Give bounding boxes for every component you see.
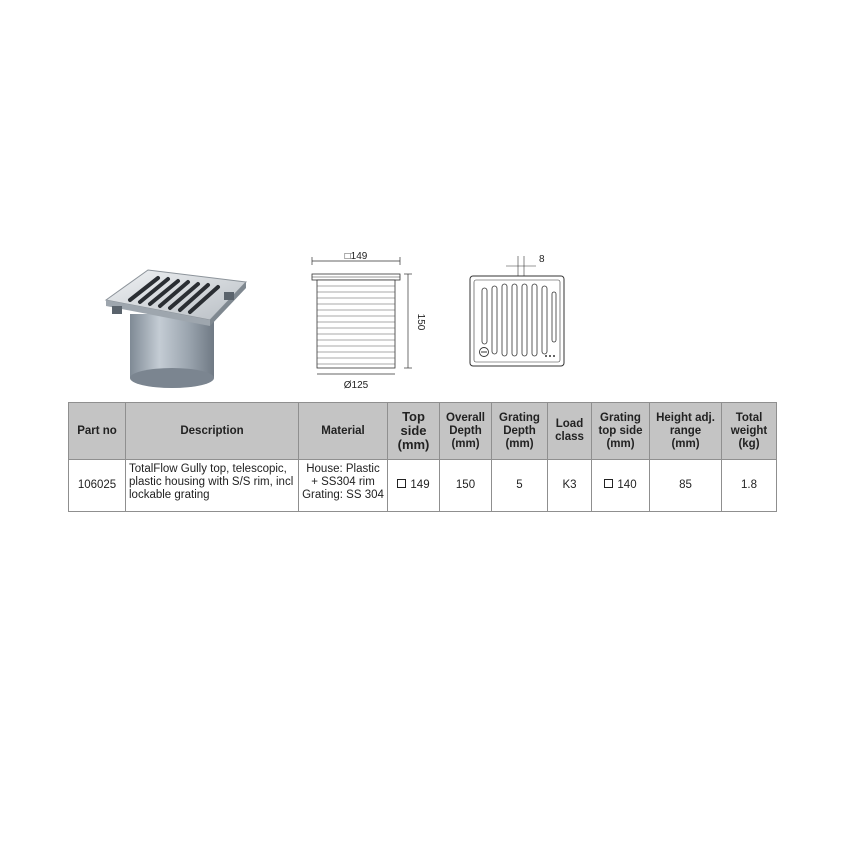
cell-top-side [388,460,440,512]
grating-top-side-value: 140 [617,479,637,491]
header-grating-top-side-line: top side [598,424,643,437]
slot-width-dimension: 8 [539,254,545,265]
header-overall-depth-line: Depth [449,424,482,437]
square-symbol-icon [397,479,406,488]
table-header-row [69,403,777,460]
header-height-adj-line: Height adj. [656,411,715,424]
header-top-side [388,403,440,460]
header-grating-depth-line: (mm) [505,437,534,450]
header-grating-top-side [592,403,650,460]
diameter-dimension: Ø125 [343,380,369,390]
square-symbol-icon [604,479,613,488]
cell-height-adj-range: 85 [650,460,722,512]
cell-overall-depth: 150 [440,460,492,512]
description-line: plastic housing with S/S rim, incl [129,476,294,488]
table-row [69,460,777,512]
cell-load-class: K3 [548,460,592,512]
cell-total-weight: 1.8 [722,460,777,512]
header-material: Material [299,403,388,460]
header-overall-depth-line: Overall [446,411,485,424]
header-grating-depth-line: Grating [499,411,540,424]
header-load-class [548,403,592,460]
header-description: Description [126,403,299,460]
top-side-dimension: □149 [344,251,368,262]
header-grating-depth-line: Depth [503,424,536,437]
material-line: + SS304 rim [311,476,375,488]
top-side-value: 149 [410,479,430,491]
header-total-weight-line: weight [730,424,768,437]
material-line: Grating: SS 304 [302,489,384,501]
header-height-adj-line: (mm) [671,437,700,450]
description-line: TotalFlow Gully top, telescopic, [129,463,287,475]
top-view-drawing [466,252,576,372]
header-overall-depth [440,403,492,460]
header-height-adj-range [650,403,722,460]
side-view-drawing [300,250,430,390]
header-grating-top-side-line: Grating [600,411,641,424]
cell-grating-top-side [592,460,650,512]
material-line: House: Plastic [306,463,380,475]
header-height-adj-line: range [669,424,702,437]
header-grating-depth [492,403,548,460]
specification-table [68,402,777,512]
cell-part-no: 106025 [69,460,126,512]
header-top-side-line: Top [402,409,425,424]
header-total-weight [722,403,777,460]
header-grating-top-side-line: (mm) [606,437,635,450]
header-top-side-line: (mm) [397,437,430,452]
description-line: lockable grating [129,489,210,501]
product-figures [0,240,850,400]
height-dimension: 150 [415,313,426,331]
header-part-no: Part no [69,403,126,460]
header-overall-depth-line: (mm) [451,437,480,450]
product-photo [100,266,250,398]
cell-material [299,460,388,512]
header-load-class-line: class [555,431,584,443]
cell-description [126,460,299,512]
gully-3d-illustration [100,266,250,398]
header-top-side-line: side [400,423,427,438]
header-total-weight-line: (kg) [738,437,760,450]
header-total-weight-line: Total [735,411,763,424]
header-load-class-line: Load [555,418,584,430]
cell-grating-depth: 5 [492,460,548,512]
